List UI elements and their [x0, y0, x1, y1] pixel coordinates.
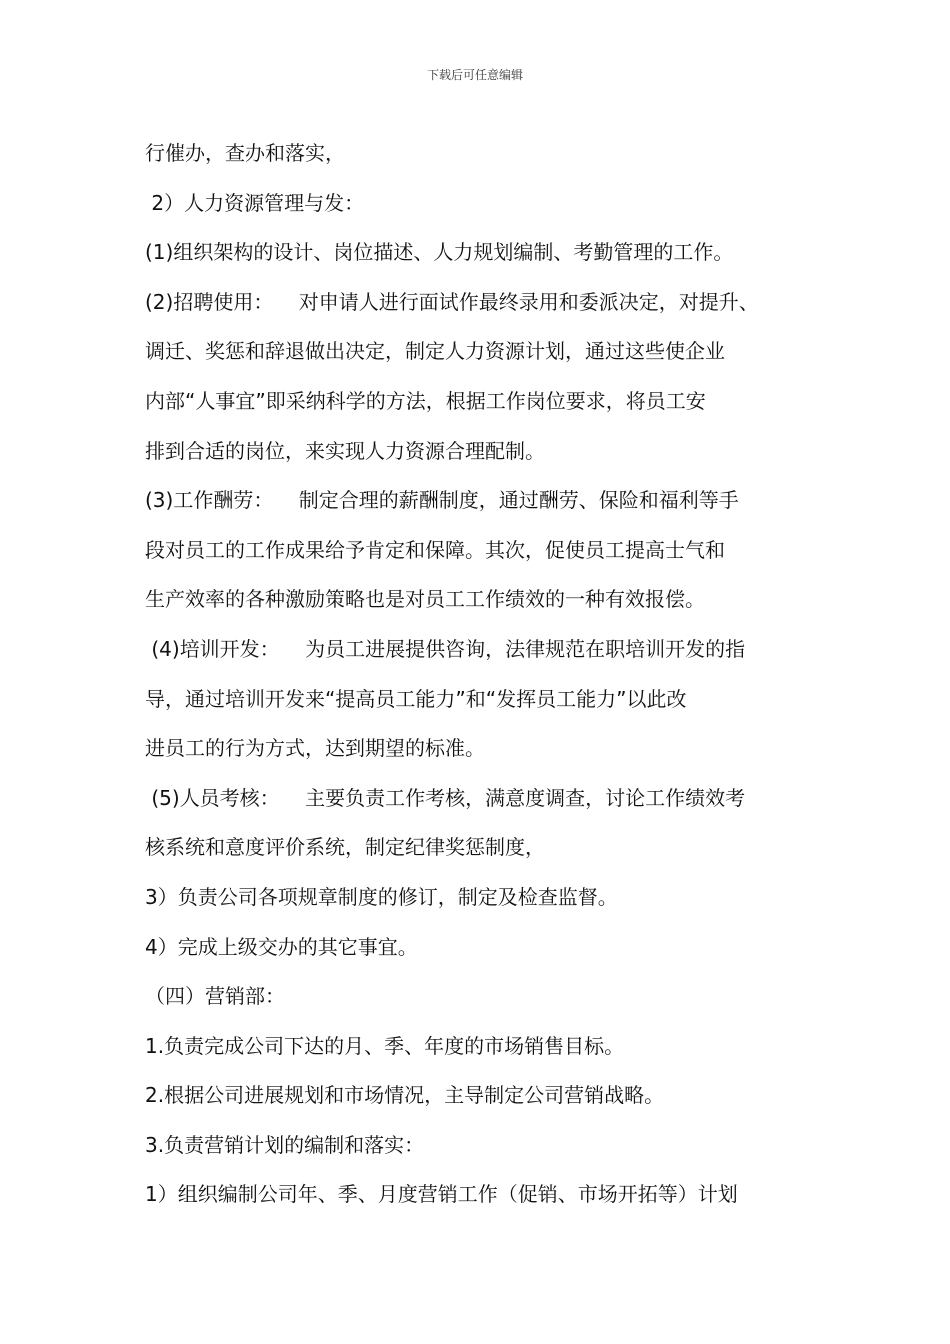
- text-line-4: (2)招聘使用： 对申请人进行面试作最终录用和委派决定，对提升、: [145, 289, 759, 314]
- text-line-6: 内部“人事宜”即采纳科学的方法，根据工作岗位要求，将员工安: [145, 388, 706, 413]
- text-line-7: 排到合适的岗位，来实现人力资源合理配制。: [145, 438, 545, 463]
- text-line-22: 1）组织编制公司年、季、月度营销工作（促销、市场开拓等）计划: [145, 1182, 738, 1207]
- text-line-15: 核系统和意度评价系统，制定纪律奖惩制度，: [145, 835, 545, 860]
- text-line-9: 段对员工的工作成果给予肯定和保障。其次，促使员工提高士气和: [145, 537, 725, 562]
- text-line-14: (5)人员考核： 主要负责工作考核，满意度调查，讨论工作绩效考: [145, 785, 746, 810]
- text-line-3: (1)组织架构的设计、岗位描述、人力规划编制、考勤管理的工作。: [145, 240, 734, 265]
- text-line-19: 1.负责完成公司下达的月、季、年度的市场销售目标。: [145, 1033, 625, 1058]
- text-line-1: 行催办，查办和落实，: [145, 141, 345, 165]
- text-line-16: 3）负责公司各项规章制度的修订，制定及检查监督。: [145, 884, 618, 909]
- text-line-11: (4)培训开发： 为员工进展提供咨询，法律规范在职培训开发的指: [145, 636, 746, 661]
- text-line-21: 3.负责营销计划的编制和落实：: [145, 1132, 425, 1157]
- text-line-8: (3)工作酬劳： 制定合理的薪酬制度，通过酬劳、保险和福利等手: [145, 488, 739, 513]
- page-header: 下载后可任意编辑: [426, 68, 523, 82]
- text-line-17: 4）完成上级交办的其它事宜。: [145, 934, 418, 959]
- text-line-12: 导，通过培训开发来“提高员工能力”和“发挥员工能力”以此改: [145, 686, 687, 711]
- text-line-2: 2）人力资源管理与发：: [145, 190, 365, 215]
- document-body: [145, 129, 825, 1220]
- text-line-20: 2.根据公司进展规划和市场情况，主导制定公司营销战略。: [145, 1083, 665, 1108]
- text-line-10: 生产效率的各种激励策略也是对员工工作绩效的一种有效报偿。: [145, 587, 705, 612]
- text-line-13: 进员工的行为方式，达到期望的标准。: [145, 736, 485, 761]
- text-line-5: 调迁、奖惩和辞退做出决定，制定人力资源计划，通过这些使企业: [145, 339, 725, 364]
- text-line-18: （四）营销部：: [145, 984, 285, 1009]
